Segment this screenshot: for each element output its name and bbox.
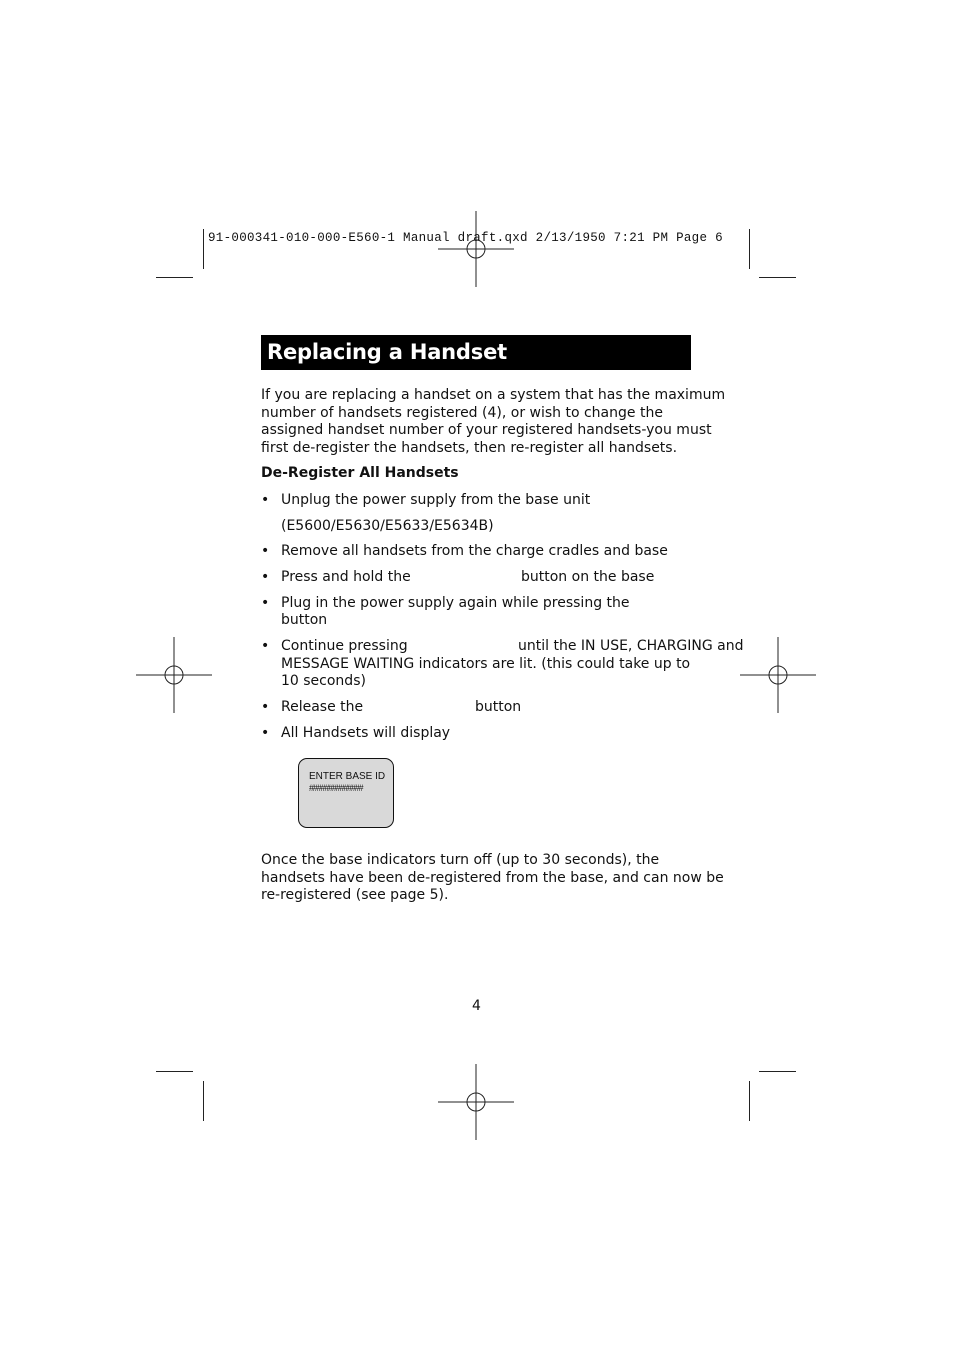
handset-display xyxy=(298,758,394,828)
crop-mark xyxy=(156,277,193,278)
list-item-text: MESSAGE WAITING indicators are lit. (this could take up to xyxy=(281,656,691,672)
list-item-text: Unplug the power supply from the base unit xyxy=(281,492,591,508)
closing-line: handsets have been de-registered from the base, and can now be xyxy=(261,869,724,886)
section-title: Replacing a Handset xyxy=(267,340,507,364)
registration-mark-right xyxy=(723,620,833,730)
list-item-text: Press and hold the xyxy=(281,569,411,585)
bullet-glyph: • xyxy=(261,725,270,741)
intro-paragraph xyxy=(261,387,726,458)
intro-line: number of handsets registered (4), or wish to change the xyxy=(261,404,663,421)
crop-mark xyxy=(156,1071,193,1072)
registration-mark-bottom xyxy=(421,1047,531,1157)
list-item-text: Remove all handsets from the charge cradles and base xyxy=(281,543,668,559)
list-item-text: until the IN USE, CHARGING and xyxy=(518,638,744,654)
display-line-1: ENTER BASE ID xyxy=(309,771,386,782)
bullet-glyph: • xyxy=(261,569,270,585)
page-number: 4 xyxy=(472,998,481,1014)
bullet-glyph: • xyxy=(261,595,270,611)
crop-mark xyxy=(759,1071,796,1072)
list-item-text: Plug in the power supply again while pressing the xyxy=(281,595,630,611)
print-slug-line: 91-000341-010-000-E560-1 Manual draft.qxd 2/13/1950 7:21 PM Page 6 xyxy=(208,231,723,245)
bullet-glyph: • xyxy=(261,699,270,715)
list-item-text: Release the xyxy=(281,699,364,715)
list-item-text: All Handsets will display xyxy=(281,725,451,741)
closing-line: Once the base indicators turn off (up to 30 seconds), the xyxy=(261,852,660,868)
crop-mark xyxy=(203,229,204,269)
crop-mark xyxy=(749,229,750,269)
intro-line: assigned handset number of your registered handsets-you must xyxy=(261,422,712,439)
bullet-glyph: • xyxy=(261,543,270,559)
list-item-text: 10 seconds) xyxy=(281,673,366,689)
closing-paragraph xyxy=(261,852,724,905)
display-line-2: ############## xyxy=(309,783,363,793)
bullet-glyph: • xyxy=(261,492,270,508)
model-numbers: (E5600/E5630/E5633/E5634B) xyxy=(281,518,494,534)
registration-mark-left xyxy=(119,620,229,730)
registration-mark-top xyxy=(421,194,531,304)
closing-line: re-registered (see page 5). xyxy=(261,887,449,904)
section-title-bar xyxy=(261,335,691,370)
list-item-text: Continue pressing xyxy=(281,638,408,654)
list-item-text: button on the base xyxy=(521,569,655,585)
list-item-text: button xyxy=(475,699,522,715)
crop-mark xyxy=(203,1081,204,1121)
bullet-glyph: • xyxy=(261,638,270,654)
crop-mark xyxy=(749,1081,750,1121)
list-item-text: button xyxy=(281,612,328,628)
intro-line: If you are replacing a handset on a system that has the maximum xyxy=(261,387,726,403)
subheading: De-Register All Handsets xyxy=(261,465,459,481)
crop-mark xyxy=(759,277,796,278)
intro-line: first de-register the handsets, then re-register all handsets. xyxy=(261,440,678,457)
